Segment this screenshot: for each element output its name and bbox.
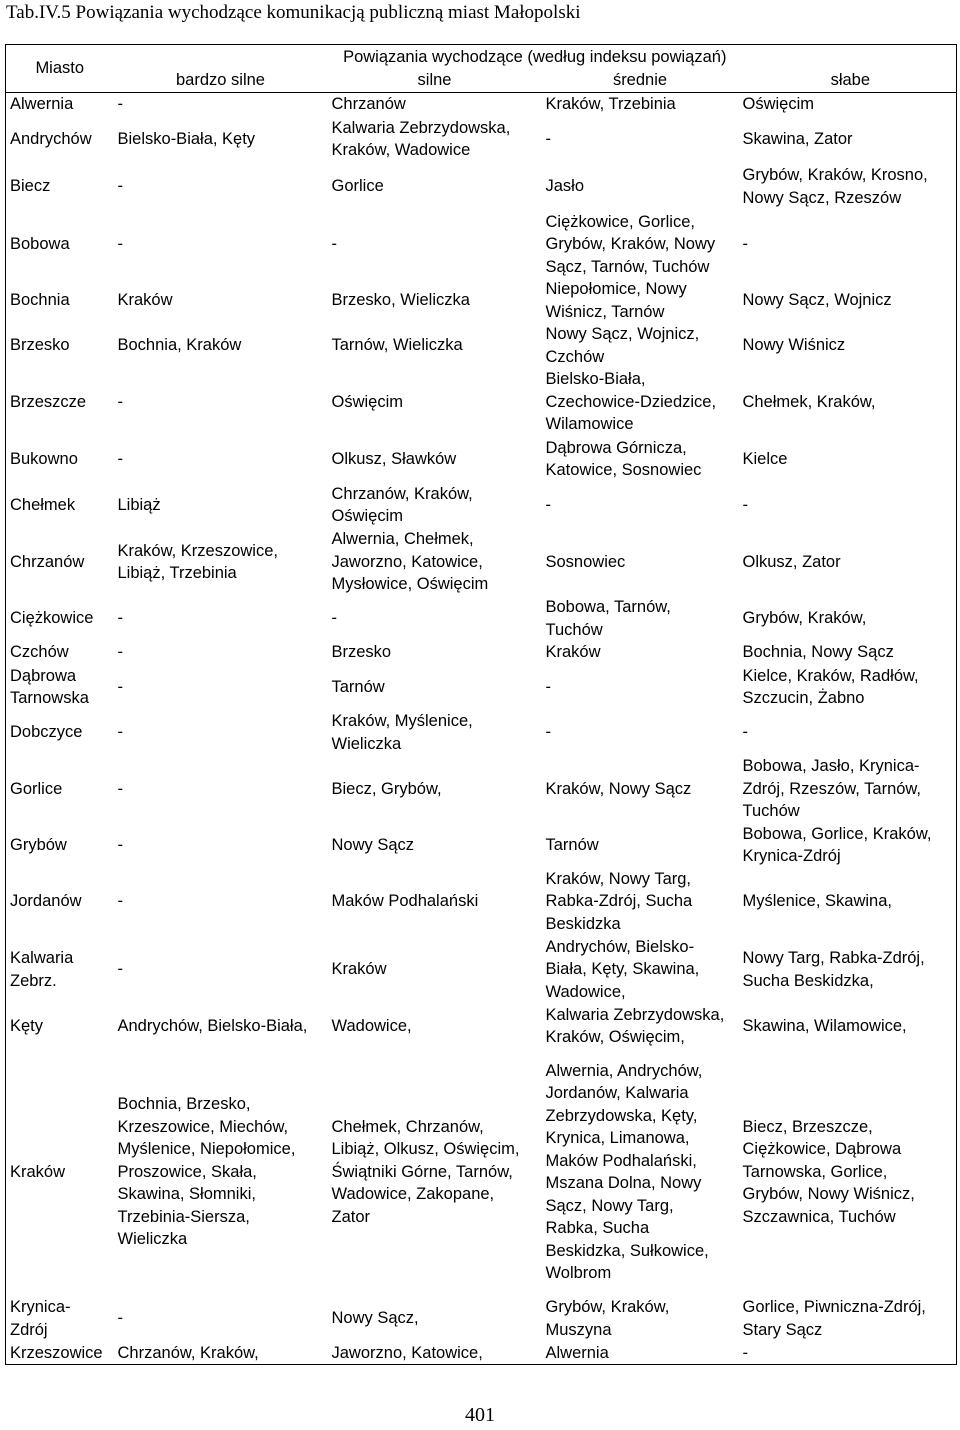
cell-weak: - xyxy=(739,482,957,528)
cell-medium: Sosnowiec xyxy=(545,552,626,571)
cell-weak: - xyxy=(739,1342,957,1365)
cell-city: Chrzanów xyxy=(6,528,114,596)
cell-very-strong: Chrzanów, Kraków, xyxy=(117,1343,259,1362)
cell-very-strong: Andrychów, Bielsko-Biała, xyxy=(117,1016,308,1035)
cell-very-strong: - xyxy=(117,643,123,662)
cell-strong: Tarnów, Wieliczka xyxy=(331,336,463,355)
table-row xyxy=(6,1049,957,1296)
table-header xyxy=(6,45,957,93)
cell-weak: Chełmek, Kraków, xyxy=(739,368,957,436)
cell-weak: Grybów, Kraków, xyxy=(739,596,957,641)
cell-strong: Kraków, Myślenice, Wieliczka xyxy=(331,712,473,753)
cell-very-strong: - xyxy=(114,93,328,116)
table-row xyxy=(6,823,957,868)
cell-weak: Nowy Targ, Rabka-Zdrój, Sucha Beskidzka, xyxy=(739,936,957,1004)
cell-very-strong: - xyxy=(117,960,123,979)
cell-strong: Chrzanów, Kraków, Oświęcim xyxy=(331,484,473,525)
cell-strong: Nowy Sącz xyxy=(331,835,415,854)
header-group: Powiązania wychodzące (według indeksu powiązań) xyxy=(114,45,957,69)
cell-weak: Kielce xyxy=(739,436,957,482)
cell-very-strong: - xyxy=(117,177,123,196)
cell-very-strong: - xyxy=(117,449,123,468)
cell-city: Brzeszcze xyxy=(6,368,114,436)
cell-weak: Oświęcim xyxy=(739,93,957,116)
cell-very-strong: Bielsko-Biała, Kęty xyxy=(117,129,256,148)
cell-city: Kęty xyxy=(6,1004,114,1049)
cell-very-strong: Kraków xyxy=(117,291,173,310)
cell-weak: Bobowa, Gorlice, Kraków, Krynica-Zdrój xyxy=(739,823,957,868)
cell-very-strong: Bochnia, Brzesko, Krzeszowice, Miechów, Myślenice, Niepołomice, Proszowice, Skała, Skawina, Słomniki, Trzebinia-Siersza, Wieliczka xyxy=(117,1095,296,1249)
table-row xyxy=(6,163,957,211)
cell-medium: Nowy Sącz, Wojnicz, Czchów xyxy=(545,325,700,366)
cell-weak: Gorlice, Piwniczna-Zdrój, Stary Sącz xyxy=(739,1296,957,1342)
cell-city: Dobczyce xyxy=(6,710,114,755)
header-col-srednie: średnie xyxy=(612,71,668,89)
cell-city: Brzesko xyxy=(6,323,114,368)
cell-medium: Tarnów xyxy=(545,835,599,854)
cell-strong: Biecz, Grybów, xyxy=(331,779,442,798)
table-row xyxy=(6,936,957,1004)
cell-medium: Bobowa, Tarnów, Tuchów xyxy=(545,598,671,639)
cell-strong: Brzesko xyxy=(331,643,392,662)
cell-weak: Kielce, Kraków, Radłów, Szczucin, Żabno xyxy=(739,664,957,710)
table-row xyxy=(6,323,957,368)
cell-city: Grybów xyxy=(6,823,114,868)
document-title: Tab.IV.5 Powiązania wychodzące komunikacją publiczną miast Małopolski xyxy=(6,2,581,23)
page-number: 401 xyxy=(465,1404,495,1426)
cell-medium: Jasło xyxy=(545,177,585,196)
cell-city: Bobowa xyxy=(6,211,114,279)
cell-very-strong: Kraków, Krzeszowice, Libiąż, Trzebinia xyxy=(117,541,278,582)
cell-very-strong: Bochnia, Kraków xyxy=(117,336,242,355)
cell-city: Biecz xyxy=(6,163,114,211)
cell-city: Kalwaria Zebrz. xyxy=(6,936,114,1004)
cell-strong: Gorlice xyxy=(331,177,384,196)
table-body xyxy=(6,93,957,1365)
table-row xyxy=(6,93,957,116)
cell-city: Chełmek xyxy=(6,482,114,528)
table-row xyxy=(6,482,957,528)
cell-strong: Chełmek, Chrzanów, Libiąż, Olkusz, Oświęcim, Świątniki Górne, Tarnów, Wadowice, Zakopane, Zator xyxy=(331,1117,520,1226)
table-row xyxy=(6,755,957,823)
cell-strong: Oświęcim xyxy=(331,392,404,411)
cell-medium: Kraków, Nowy Sącz xyxy=(545,779,692,798)
cell-medium: Dąbrowa Górnicza, Katowice, Sosnowiec xyxy=(545,438,702,479)
cell-city: Bochnia xyxy=(6,278,114,323)
cell-very-strong: - xyxy=(117,609,123,628)
table-row xyxy=(6,664,957,710)
cell-city: Alwernia xyxy=(6,93,114,116)
cell-very-strong: - xyxy=(117,779,123,798)
cell-very-strong: - xyxy=(117,723,123,742)
cell-weak: - xyxy=(739,211,957,279)
cell-medium: Kraków, Nowy Targ, Rabka-Zdrój, Sucha Beskidzka xyxy=(545,869,693,933)
table-row xyxy=(6,436,957,482)
cell-weak: Bobowa, Jasło, Krynica- Zdrój, Rzeszów, Tarnów, Tuchów xyxy=(739,755,957,823)
header-col-bardzo-silne: bardzo silne xyxy=(176,71,265,89)
table-row xyxy=(6,528,957,596)
cell-city: Andrychów xyxy=(6,116,114,163)
cell-medium: Alwernia xyxy=(545,1343,609,1362)
table-row xyxy=(6,641,957,664)
cell-strong: Brzesko, Wieliczka xyxy=(331,291,470,310)
cell-very-strong: - xyxy=(117,677,123,696)
cell-strong: Olkusz, Sławków xyxy=(331,449,457,468)
cell-weak: Bochnia, Nowy Sącz xyxy=(739,641,957,664)
cell-medium: - xyxy=(545,723,551,742)
cell-strong: - xyxy=(331,235,337,253)
cell-weak: - xyxy=(739,710,957,755)
cell-medium: Bielsko-Biała, Czechowice-Dziedzice, Wilamowice xyxy=(545,370,717,434)
cell-weak: Olkusz, Zator xyxy=(739,528,957,596)
cell-medium: Grybów, Kraków, Muszyna xyxy=(545,1298,670,1339)
cell-city: Gorlice xyxy=(6,755,114,823)
table-row xyxy=(6,116,957,163)
cell-city: Dąbrowa Tarnowska xyxy=(6,664,114,710)
table-row xyxy=(6,1296,957,1342)
header-col-silne: silne xyxy=(417,71,452,89)
connections-table xyxy=(5,44,957,1365)
cell-weak: Myślenice, Skawina, xyxy=(739,868,957,936)
cell-city: Ciężkowice xyxy=(6,596,114,641)
cell-strong: Jaworzno, Katowice, xyxy=(331,1343,483,1362)
cell-medium: Alwernia, Andrychów, Jordanów, Kalwaria Zebrzydowska, Kęty, Krynica, Limanowa, Maków Podhalański, Mszana Dolna, Nowy Sącz, Nowy Targ, Rabka, Sucha Beskidzka, Sułkowice, Wolbrom xyxy=(545,1061,709,1282)
cell-medium: - xyxy=(545,677,551,696)
cell-strong: Nowy Sącz, xyxy=(331,1309,419,1328)
cell-city: Bukowno xyxy=(6,436,114,482)
cell-medium: - xyxy=(545,495,551,514)
cell-very-strong: Libiąż xyxy=(117,495,161,514)
cell-very-strong: - xyxy=(117,892,123,911)
cell-strong: Chrzanów xyxy=(328,93,542,116)
header-col-slabe: słabe xyxy=(739,69,957,93)
cell-weak: Nowy Wiśnicz xyxy=(739,323,957,368)
cell-strong: Tarnów xyxy=(331,677,385,696)
cell-city: Krynica- Zdrój xyxy=(6,1296,114,1342)
cell-very-strong: - xyxy=(117,1309,123,1328)
cell-city: Kraków xyxy=(6,1049,114,1296)
cell-strong: Kalwaria Zebrzydowska, Kraków, Wadowice xyxy=(331,118,511,159)
cell-strong: Wadowice, xyxy=(331,1016,412,1035)
table-row xyxy=(6,596,957,641)
cell-strong: - xyxy=(331,609,337,628)
cell-weak: Skawina, Zator xyxy=(739,116,957,163)
table-row xyxy=(6,368,957,436)
cell-city: Jordanów xyxy=(6,868,114,936)
cell-weak: Grybów, Kraków, Krosno, Nowy Sącz, Rzeszów xyxy=(739,163,957,211)
cell-strong: Kraków xyxy=(331,960,387,979)
cell-medium: Andrychów, Bielsko- Biała, Kęty, Skawina, Wadowice, xyxy=(545,937,700,1001)
cell-medium: Ciężkowice, Gorlice, Grybów, Kraków, Nowy Sącz, Tarnów, Tuchów xyxy=(545,212,716,276)
cell-strong: Maków Podhalański xyxy=(331,892,479,911)
cell-city: Czchów xyxy=(6,641,114,664)
table-row xyxy=(6,278,957,323)
cell-very-strong: - xyxy=(117,235,123,253)
cell-weak: Biecz, Brzeszcze, Ciężkowice, Dąbrowa Tarnowska, Gorlice, Grybów, Nowy Wiśnicz, Szczawnica, Tuchów xyxy=(739,1049,957,1296)
cell-medium: Kalwaria Zebrzydowska, Kraków, Oświęcim, xyxy=(545,1005,725,1046)
cell-very-strong: - xyxy=(117,835,123,854)
table-row xyxy=(6,1004,957,1049)
cell-weak: Skawina, Wilamowice, xyxy=(739,1004,957,1049)
table-row xyxy=(6,211,957,279)
table-row xyxy=(6,868,957,936)
header-miasto: Miasto xyxy=(6,45,114,93)
table-row xyxy=(6,1342,957,1365)
cell-medium: Niepołomice, Nowy Wiśnicz, Tarnów xyxy=(545,280,687,321)
table-row xyxy=(6,710,957,755)
cell-medium: Kraków, Trzebinia xyxy=(542,93,739,116)
cell-city: Krzeszowice xyxy=(6,1342,114,1365)
cell-strong: Alwernia, Chełmek, Jaworzno, Katowice, Mysłowice, Oświęcim xyxy=(331,530,489,594)
cell-medium: - xyxy=(545,129,551,148)
cell-weak: Nowy Sącz, Wojnicz xyxy=(739,278,957,323)
cell-medium: Kraków xyxy=(545,643,601,662)
cell-very-strong: - xyxy=(117,392,123,411)
